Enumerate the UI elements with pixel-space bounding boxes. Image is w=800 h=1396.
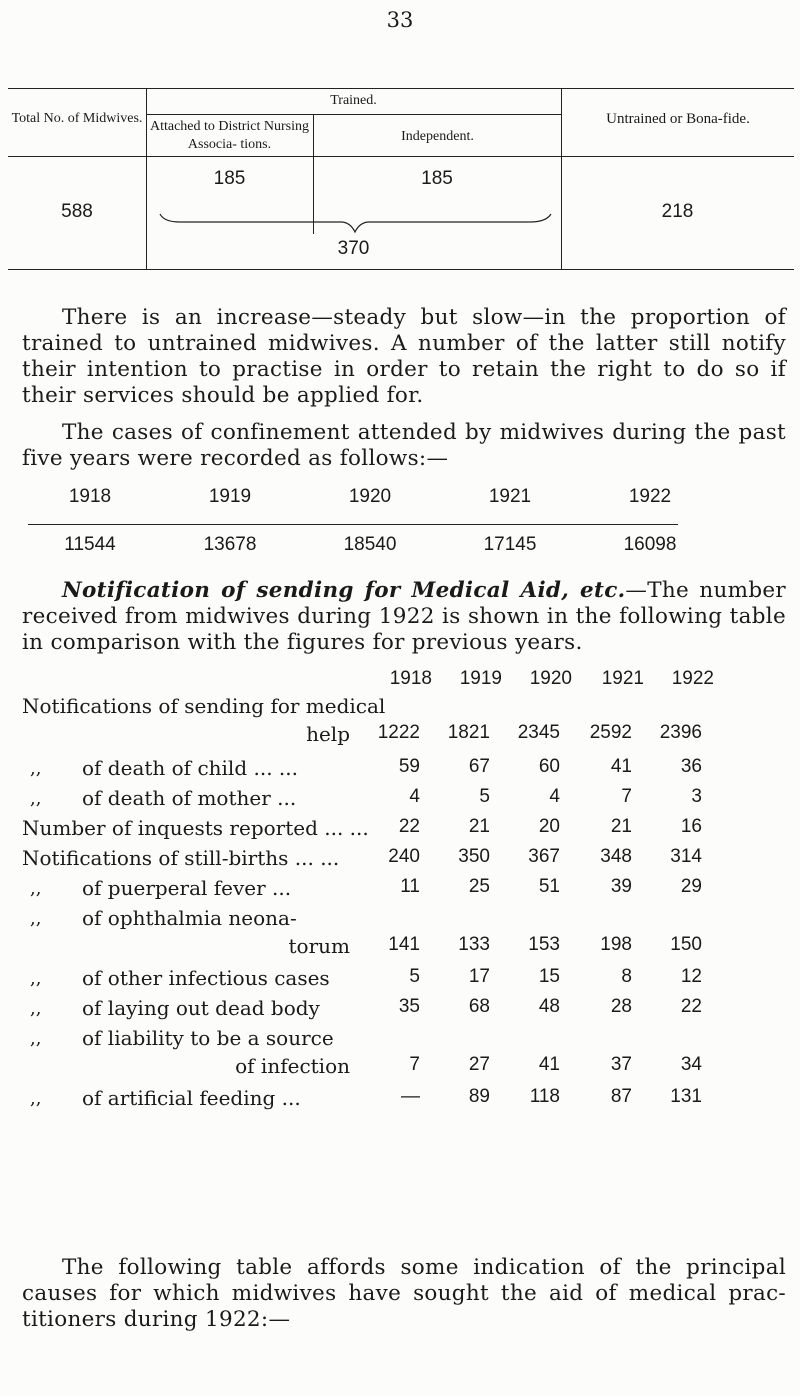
row-value: 60 [538, 756, 560, 777]
row-value: 16 [680, 816, 702, 837]
notification-row [22, 876, 792, 904]
year-cell: 1922 [628, 486, 672, 507]
row-value: 17 [468, 966, 490, 987]
row-label: of other infectious cases [82, 966, 330, 990]
row-value: 11 [400, 876, 420, 897]
row-value: 27 [468, 1054, 490, 1075]
paragraph-confinements: The cases of confinement attended by midwives during the past five years were recorded as follows:— [22, 420, 786, 471]
row-value: — [401, 1086, 420, 1107]
value-trained-total: 370 [337, 238, 370, 259]
value-independent: 185 [421, 168, 453, 189]
confinement-value: 11544 [64, 534, 116, 555]
value-attached: 185 [213, 168, 246, 189]
row-label: of infection [235, 1054, 350, 1078]
row-value: 41 [538, 1054, 560, 1075]
row-value: 150 [670, 934, 702, 955]
row-value: 20 [538, 816, 560, 837]
notification-row [22, 694, 792, 750]
confinement-value: 16098 [623, 534, 677, 555]
row-value: 21 [468, 816, 490, 837]
row-value: 133 [458, 934, 490, 955]
notification-row [22, 996, 792, 1024]
midwives-table [8, 88, 794, 270]
row-value: 68 [468, 996, 490, 1017]
row-value: 348 [600, 846, 632, 867]
row-value: 59 [398, 756, 420, 777]
row-value: 314 [670, 846, 702, 867]
year-header: 1918 [389, 668, 432, 689]
page-number: 33 [386, 8, 414, 32]
row-value: 8 [621, 966, 632, 987]
row-value: 29 [680, 876, 702, 897]
notification-row [22, 906, 792, 962]
row-value: 1821 [447, 722, 490, 743]
row-value: 39 [610, 876, 632, 897]
notification-row [22, 1026, 792, 1082]
row-value: 21 [610, 816, 632, 837]
row-value: 153 [528, 934, 560, 955]
value-untrained: 218 [661, 201, 694, 222]
row-value: 5 [479, 786, 490, 807]
header-trained: Trained. [330, 93, 377, 108]
notification-row [22, 846, 792, 874]
notification-row [22, 786, 792, 814]
row-value: 4 [409, 786, 420, 807]
row-value: 22 [398, 816, 420, 837]
row-label: of artificial feeding ... [82, 1086, 301, 1110]
row-label: Notifications of still-births ... ... [22, 846, 340, 870]
paragraph-causes: The following table affords some indication of the principal causes for which midwives have sought the aid of medical prac- titioners during 1922:— [22, 1255, 786, 1332]
notifications-years-row [22, 668, 792, 696]
notification-row [22, 756, 792, 784]
year-cell: 1919 [208, 486, 252, 507]
confinements-years-row [30, 486, 710, 510]
year-header: 1922 [671, 668, 714, 689]
year-header: 1921 [601, 668, 644, 689]
row-value: 35 [398, 996, 420, 1017]
notification-text: —The number received from midwives during 1922 is shown in the following table in comparison with the figures for previous years. [22, 578, 787, 655]
row-value: 87 [610, 1086, 632, 1107]
row-value: 48 [538, 996, 560, 1017]
ditto-mark: ,, [30, 758, 42, 779]
row-value: 240 [388, 846, 420, 867]
value-total: 588 [61, 201, 93, 222]
ditto-mark: ,, [30, 908, 42, 929]
ditto-mark: ,, [30, 788, 42, 809]
ditto-mark: ,, [30, 1028, 42, 1049]
row-value: 367 [528, 846, 560, 867]
confinement-value: 13678 [203, 534, 257, 555]
year-header: 1919 [459, 668, 502, 689]
confinements-rule [28, 524, 678, 525]
header-total: Total No. of Midwives. [11, 111, 143, 126]
notification-row [22, 966, 792, 994]
row-label: Notifications of sending for medical [22, 694, 386, 718]
paragraph-trained-increase: There is an increase—steady but slow—in the proportion of trained to untrained midwives. A number of the latter still notify their intention to practise in order to retain the right to do so if their services should be applied for. [22, 305, 786, 408]
year-header: 1920 [529, 668, 572, 689]
confinement-value: 17145 [483, 534, 537, 555]
ditto-mark: ,, [30, 968, 42, 989]
row-label: of death of child ... ... [82, 756, 298, 780]
row-value: 15 [538, 966, 560, 987]
row-value: 34 [680, 1054, 702, 1075]
row-value: 89 [468, 1086, 490, 1107]
row-label: of puerperal fever ... [82, 876, 292, 900]
header-attached: Attached to District Nursing Associa- tions. [149, 119, 310, 152]
row-label: of ophthalmia neona- [82, 906, 297, 930]
trained-brace [158, 212, 553, 236]
row-value: 2592 [589, 722, 632, 743]
row-value: 51 [538, 876, 560, 897]
row-value: 37 [610, 1054, 632, 1075]
year-cell: 1921 [488, 486, 532, 507]
row-value: 198 [600, 934, 632, 955]
row-value: 67 [468, 756, 490, 777]
header-untrained: Untrained or Bona-fide. [606, 111, 750, 127]
confinements-values-row [30, 534, 710, 558]
row-value: 7 [409, 1054, 420, 1075]
row-value: 22 [680, 996, 702, 1017]
row-value: 41 [610, 756, 632, 777]
row-label: Number of inquests reported ... ... [22, 816, 369, 840]
row-value: 141 [388, 934, 420, 955]
notification-row [22, 816, 792, 844]
ditto-mark: ,, [30, 1088, 42, 1109]
ditto-mark: ,, [30, 878, 42, 899]
paragraph-notification [22, 578, 786, 656]
notification-row [22, 1086, 792, 1114]
year-cell: 1920 [348, 486, 392, 507]
row-value: 28 [610, 996, 632, 1017]
row-value: 36 [680, 756, 702, 777]
row-value: 350 [458, 846, 490, 867]
row-value: 131 [670, 1086, 702, 1107]
row-value: 25 [468, 876, 490, 897]
row-value: 5 [409, 966, 420, 987]
notification-heading: Notification of sending for Medical Aid, etc. [62, 578, 626, 603]
row-label: of laying out dead body [82, 996, 320, 1020]
row-label: of liability to be a source [82, 1026, 334, 1050]
row-value: 7 [621, 786, 632, 807]
row-value: 12 [680, 966, 702, 987]
row-value: 118 [529, 1086, 560, 1107]
header-independent: Independent. [401, 129, 474, 144]
row-value: 1222 [377, 722, 420, 743]
row-label: of death of mother ... [82, 786, 297, 810]
row-value: 2396 [659, 722, 702, 743]
ditto-mark: ,, [30, 998, 42, 1019]
row-label: torum [288, 934, 350, 958]
row-label: help [306, 722, 350, 746]
year-cell: 1918 [68, 486, 112, 507]
confinement-value: 18540 [343, 534, 397, 555]
row-value: 3 [691, 786, 702, 807]
row-value: 2345 [517, 722, 560, 743]
row-value: 4 [549, 786, 560, 807]
